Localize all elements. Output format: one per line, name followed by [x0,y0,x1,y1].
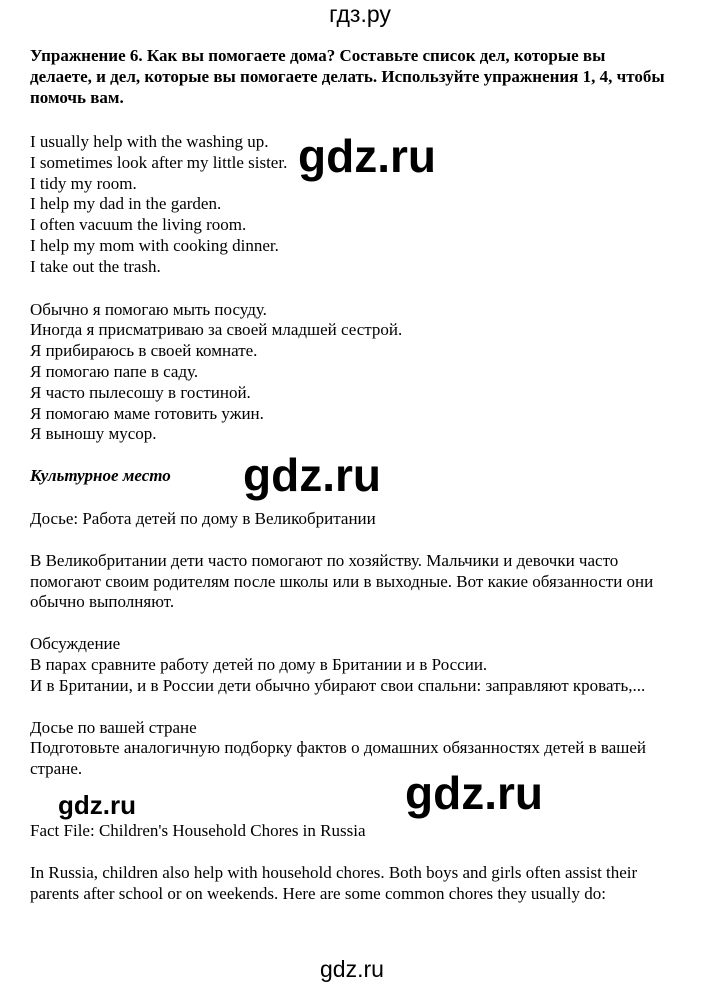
russian-line: Обычно я помогаю мыть посуду. [30,299,267,319]
english-line: I help my mom with cooking dinner. [30,235,279,255]
watermark: gdz.ru [58,790,136,820]
site-header [0,0,720,36]
russian-line: Я выношу мусор. [30,424,157,444]
russian-line: Я помогаю папе в саду. [30,361,199,381]
english-line: I take out the trash. [30,256,161,276]
english-line: I often vacuum the living room. [30,215,247,235]
russian-line: Я прибираюсь в своей комнате. [30,341,258,361]
watermark: gdz.ru [405,767,543,819]
site-header-text: гдз.ру [329,1,391,27]
watermark: gdz.ru [320,956,384,982]
dossier-title: Досье: Работа детей по дому в Великобритании [30,508,376,528]
russian-line: Я часто пылесошу в гостиной. [30,382,251,402]
fact-file-title: Fact File: Children's Household Chores in Russia [30,820,366,840]
watermark: gdz.ru [243,449,381,501]
discussion-title: Обсуждение [30,634,121,654]
country-text: Подготовьте аналогичную подборку фактов о домашних обязанностях детей в вашей стране. [30,738,646,779]
english-line: I usually help with the washing up. [30,132,269,151]
russian-line: Я помогаю маме готовить ужин. [30,403,264,423]
dossier-text: В Великобритании дети часто помогают по хозяйству. Мальчики и девочки часто помогают своим родителям после школы или в выходные. Вот какие обязанности они обычно выполняют. [30,550,654,612]
exercise-title: Упражнение 6. Как вы помогаете дома? Составьте список дел, которые вы делаете, и дел, которые вы помогаете делать. Используйте упражнения 1, 4, чтобы помочь вам. [30,46,665,107]
english-line: I tidy my room. [30,173,137,193]
discussion-line: И в Британии, и в России дети обычно убирают свои спальни: заправляют кровать,... [30,675,646,695]
watermark: gdz.ru [298,130,436,182]
english-line: I help my dad in the garden. [30,194,222,214]
english-line: I sometimes look after my little sister. [30,152,288,172]
fact-file-text: In Russia, children also help with household chores. Both boys and girls often assist their parents after school or on weekends. Here are some common chores they usually do: [30,862,638,903]
discussion-line: В парах сравните работу детей по дому в Британии и в России. [30,654,488,674]
russian-list [30,300,670,446]
country-title: Досье по вашей стране [30,717,197,737]
culture-heading: Культурное место [30,466,171,486]
russian-line: Иногда я присматриваю за своей младшей сестрой. [30,320,403,340]
